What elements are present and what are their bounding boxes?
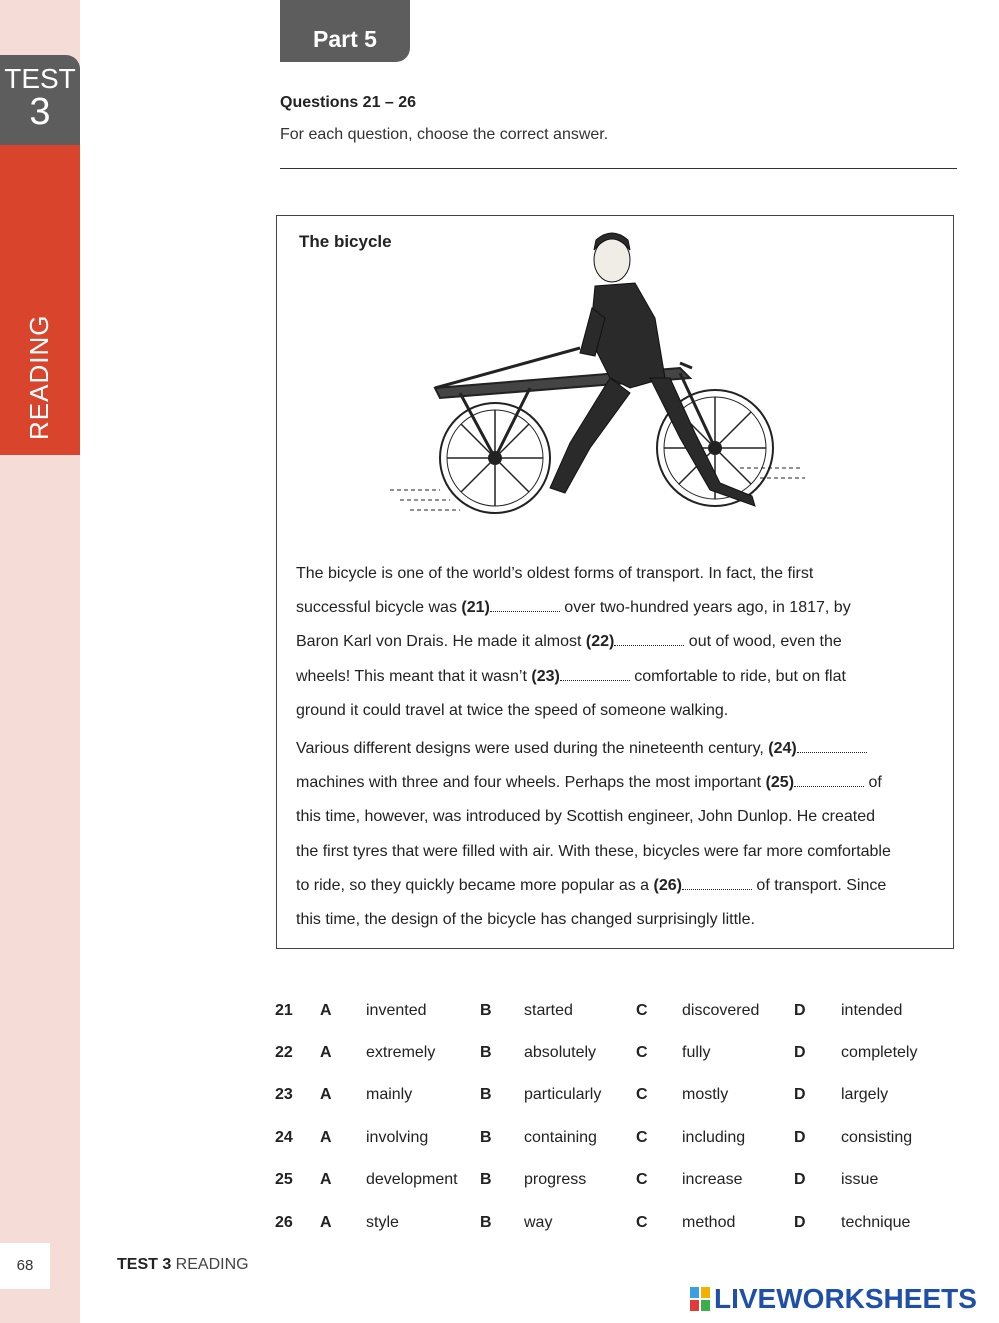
p1-line-3 [296, 625, 946, 659]
option-letter-d: D [794, 1129, 806, 1146]
option-b[interactable]: containing [524, 1129, 597, 1146]
option-letter-d: D [794, 1214, 806, 1231]
option-row-25 [0, 1171, 999, 1201]
questions-title: Questions 21 – 26 [280, 94, 417, 111]
p2-line-1-text-a: Various different designs were used during the nineteenth century, [296, 740, 769, 757]
option-letter-c: C [636, 1002, 648, 1019]
option-letter-a: A [320, 1044, 332, 1061]
option-d[interactable]: intended [841, 1002, 903, 1019]
section-label: READING [24, 314, 54, 440]
p2-line-2 [296, 766, 946, 800]
question-number: 25 [275, 1171, 293, 1188]
option-c[interactable]: mostly [682, 1086, 729, 1103]
question-number: 22 [275, 1044, 293, 1061]
option-letter-d: D [794, 1044, 806, 1061]
gap-26-label: (26) [653, 876, 682, 894]
question-number: 24 [275, 1129, 293, 1146]
gap-25[interactable] [794, 772, 864, 787]
option-a[interactable]: involving [366, 1129, 429, 1146]
option-letter-b: B [480, 1002, 492, 1019]
watermark [690, 1284, 977, 1314]
option-letter-a: A [320, 1086, 332, 1103]
option-a[interactable]: invented [366, 1002, 427, 1019]
option-a[interactable]: development [366, 1171, 458, 1188]
p2-line-2-text-b: of [864, 774, 882, 792]
option-letter-d: D [794, 1002, 806, 1019]
option-letter-a: A [320, 1002, 332, 1019]
question-number: 26 [275, 1214, 293, 1231]
p1-line-5: ground it could travel at twice the speed of someone walking. [296, 701, 729, 719]
part-tab: Part 5 [280, 0, 410, 62]
option-row-26 [0, 1214, 999, 1244]
p2-line-4: the first tyres that were filled with air. With these, bicycles were far more comfortable [296, 842, 891, 860]
option-c[interactable]: fully [682, 1044, 711, 1061]
bicycle-illustration [380, 228, 810, 538]
option-letter-b: B [480, 1171, 492, 1188]
p1-line-4 [296, 660, 946, 694]
option-d[interactable]: consisting [841, 1129, 913, 1146]
instruction-text: For each question, choose the correct answer. [280, 126, 609, 143]
option-b[interactable]: started [524, 1002, 573, 1019]
option-letter-d: D [794, 1171, 806, 1188]
p1-line-2 [296, 591, 946, 625]
passage-title: The bicycle [299, 232, 392, 251]
p2-line-1 [296, 732, 946, 766]
liveworksheets-logo-icon [690, 1287, 710, 1311]
option-row-21 [0, 1002, 999, 1032]
p1-line-4-text-b: comfortable to ride, but on flat [629, 667, 846, 685]
option-letter-c: C [636, 1214, 648, 1231]
option-letter-a: A [320, 1129, 332, 1146]
option-row-22 [0, 1044, 999, 1074]
p2-line-5-text-b: of transport. Since [751, 876, 887, 894]
option-letter-c: C [636, 1086, 648, 1103]
p1-line-2-text-b: over two-hundred years ago, in 1817, by [559, 599, 851, 617]
option-d[interactable]: technique [841, 1214, 911, 1231]
question-number: 23 [275, 1086, 293, 1103]
option-a[interactable]: mainly [366, 1086, 413, 1103]
option-d[interactable]: issue [841, 1171, 879, 1188]
gap-25-label: (25) [765, 774, 795, 792]
option-d[interactable]: completely [841, 1044, 918, 1061]
option-row-24 [0, 1129, 999, 1159]
p1-line-1: The bicycle is one of the world’s oldest forms of transport. In fact, the first [296, 565, 814, 582]
option-a[interactable]: extremely [366, 1044, 436, 1061]
option-c[interactable]: increase [682, 1171, 743, 1188]
gap-21[interactable] [490, 597, 560, 612]
p2-line-6: this time, the design of the bicycle has changed surprisingly little. [296, 911, 755, 929]
option-letter-c: C [636, 1044, 648, 1061]
footer-title [117, 1256, 249, 1274]
option-b[interactable]: progress [524, 1171, 587, 1188]
p1-line-4-text-a: wheels! This meant that it wasn’t [296, 667, 532, 685]
option-letter-b: B [480, 1129, 492, 1146]
option-c[interactable]: discovered [682, 1002, 760, 1019]
p1-line-3-text-a: Baron Karl von Drais. He made it almost [296, 633, 586, 651]
option-letter-c: C [636, 1129, 648, 1146]
gap-23[interactable] [560, 666, 630, 681]
footer-reading: READING [171, 1256, 249, 1273]
test-number: 3 [29, 91, 51, 133]
gap-22-label: (22) [585, 633, 615, 651]
option-b[interactable]: absolutely [524, 1044, 597, 1061]
option-letter-b: B [480, 1214, 492, 1231]
test-tab [0, 55, 80, 145]
option-letter-c: C [636, 1171, 648, 1188]
option-c[interactable]: including [682, 1129, 746, 1146]
option-b[interactable]: particularly [524, 1086, 602, 1103]
option-b[interactable]: way [524, 1214, 553, 1231]
option-letter-b: B [480, 1044, 492, 1061]
p1-line-2-text-a: successful bicycle was [296, 599, 462, 617]
watermark-text: LIVEWORKSHEETS [714, 1283, 977, 1314]
option-c[interactable]: method [682, 1214, 736, 1231]
p2-line-5-text-a: to ride, so they quickly became more popular as a [296, 876, 654, 894]
gap-22[interactable] [614, 631, 684, 646]
gap-24-label: (24) [768, 740, 797, 757]
question-number: 21 [275, 1002, 293, 1019]
option-row-23 [0, 1086, 999, 1116]
paragraph-1 [296, 557, 946, 728]
gap-23-label: (23) [531, 667, 560, 685]
footer-test: TEST 3 [117, 1256, 172, 1273]
gap-26[interactable] [682, 875, 752, 890]
p2-line-5 [296, 869, 946, 903]
gap-24[interactable] [797, 738, 867, 753]
divider [280, 168, 957, 169]
option-letter-d: D [794, 1086, 806, 1103]
p1-line-3-text-b: out of wood, even the [684, 633, 842, 651]
test-label: TEST [4, 63, 76, 94]
p2-line-2-text-a: machines with three and four wheels. Perhaps the most important [296, 774, 766, 792]
option-a[interactable]: style [366, 1214, 399, 1231]
option-letter-a: A [320, 1171, 332, 1188]
option-letter-a: A [320, 1214, 332, 1231]
option-letter-b: B [480, 1086, 492, 1103]
option-d[interactable]: largely [841, 1086, 889, 1103]
page-number: 68 [0, 1243, 50, 1289]
paragraph-2 [296, 732, 946, 937]
p2-line-3: this time, however, was introduced by Scottish engineer, John Dunlop. He created [296, 808, 875, 826]
gap-21-label: (21) [461, 599, 490, 617]
